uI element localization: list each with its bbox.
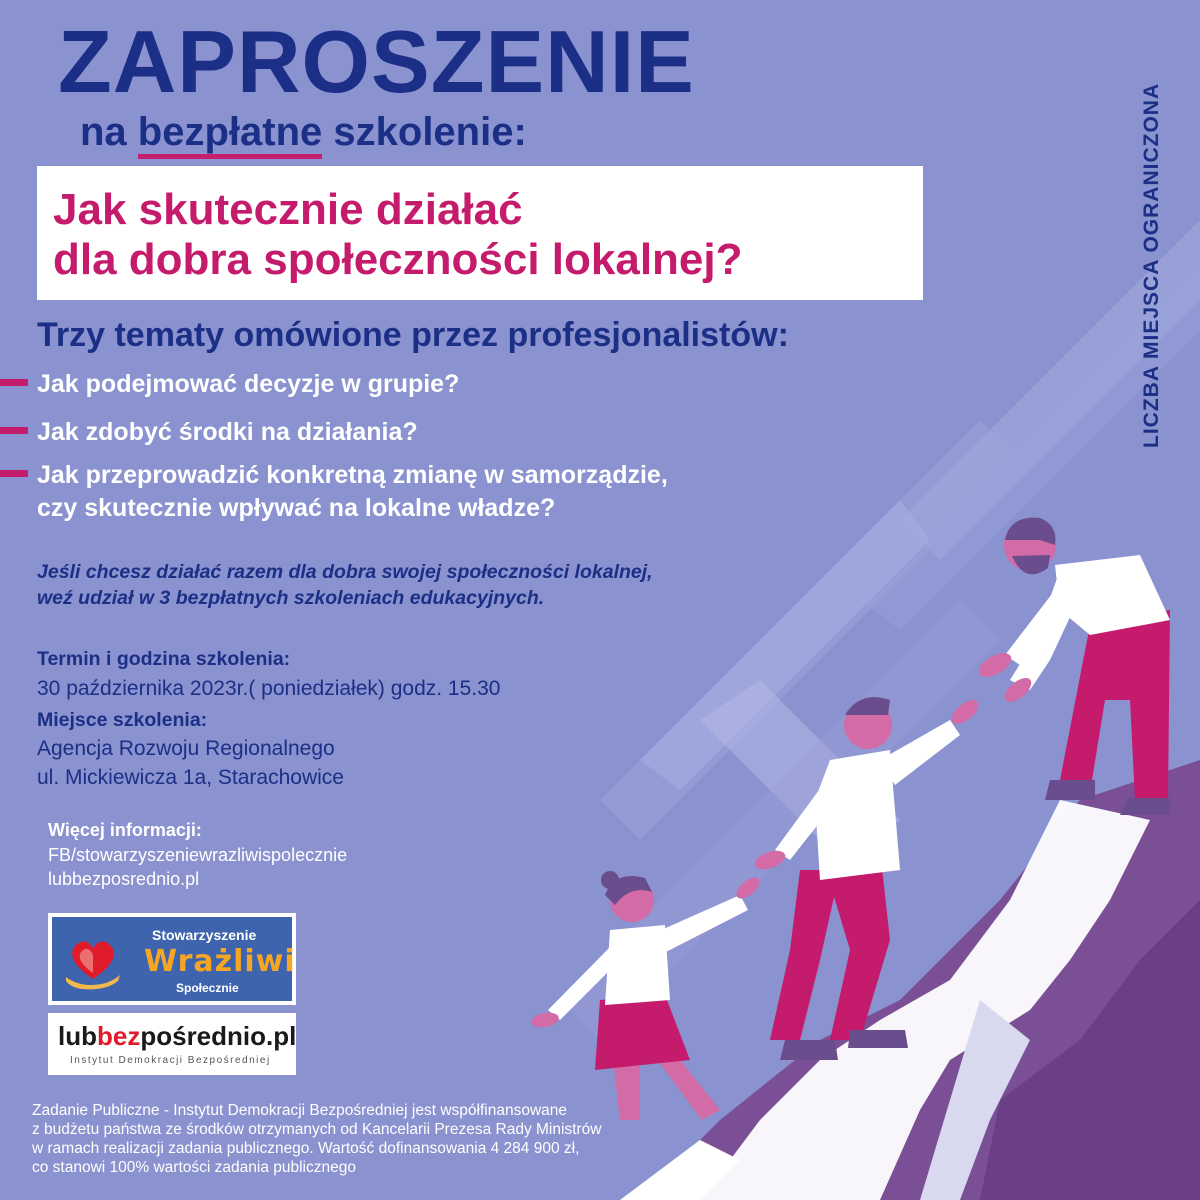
more-info-label: Więcej informacji: [48,820,202,840]
place-line-2: ul. Mickiewicza 1a, Starachowice [37,766,344,789]
place-line-1: Agencja Rozwoju Regionalnego [37,737,335,760]
footer-line-3: w ramach realizacji zadania publicznego. Wartość dofinansowania 4 284 900 zł, [32,1140,580,1157]
logo-stowarzyszenie-bottom: Społecznie [176,981,239,995]
subtitle-emphasis: bezpłatne [138,112,322,159]
footer-line-1: Zadanie Publiczne - Instytut Demokracji Bezpośredniej jest współfinansowane [32,1102,568,1119]
topic-item-3-line-1: Jak przeprowadzić konkretną zmianę w samorządzie, [37,461,668,489]
person-top [975,518,1170,815]
logo-lub-part2: bez [97,1021,141,1051]
bullet-marker [0,470,28,477]
intro-line-1: Jeśli chcesz działać razem dla dobra swojej społeczności lokalnej, [37,561,653,583]
page-title: ZAPROSZENIE [58,12,695,111]
website-link[interactable]: lubbezposrednio.pl [48,869,200,889]
headline-line-2: dla dobra społeczności lokalnej? [53,235,743,284]
date-label: Termin i godzina szkolenia: [37,648,291,670]
place-label: Miejsce szkolenia: [37,709,208,731]
logo-lub-tagline: Instytut Demokracji Bezpośredniej [70,1055,271,1066]
topic-item-1: Jak podejmować decyzje w grupie? [37,370,460,398]
subtitle-suffix: szkolenie: [322,110,527,154]
facebook-link[interactable]: FB/stowarzyszeniewrazliwispolecznie [48,845,348,865]
side-label-limited-seats: LICZBA MIEJSCA OGRANICZONA [1140,82,1163,448]
headline-line-1: Jak skutecznie działać [53,185,523,234]
logo-lub-part3: pośrednio.pl [140,1021,297,1051]
lubbezposrednio-logo [48,1013,296,1075]
logo-stowarzyszenie-middle: Wrażliwi [144,944,296,979]
logo-lub-wordmark [58,1021,296,1052]
heart-hand-icon [62,931,124,991]
intro-line-2: weź udział w 3 bezpłatnych szkoleniach edukacyjnych. [37,587,545,609]
topic-item-2: Jak zdobyć środki na działania? [37,418,418,446]
logo-lub-part1: lub [58,1021,97,1051]
logo-stowarzyszenie-top: Stowarzyszenie [152,927,257,943]
footer-line-4: co stanowi 100% wartości zadania publicznego [32,1159,356,1176]
subtitle-prefix: na [80,110,138,154]
topics-heading: Trzy tematy omówione przez profesjonalistów: [37,316,789,354]
footer-line-2: z budżetu państwa ze środków otrzymanych od Kancelarii Prezesa Rady Ministrów [32,1121,602,1138]
date-value: 30 października 2023r.( poniedziałek) godz. 15.30 [37,677,501,700]
topic-item-3-line-2: czy skutecznie wpływać na lokalne władze? [37,494,556,522]
subtitle [80,110,527,159]
headline-box [37,166,923,300]
person-bottom [530,871,763,1120]
bullet-marker [0,379,28,386]
bullet-marker [0,427,28,434]
stowarzyszenie-logo [48,913,296,1005]
